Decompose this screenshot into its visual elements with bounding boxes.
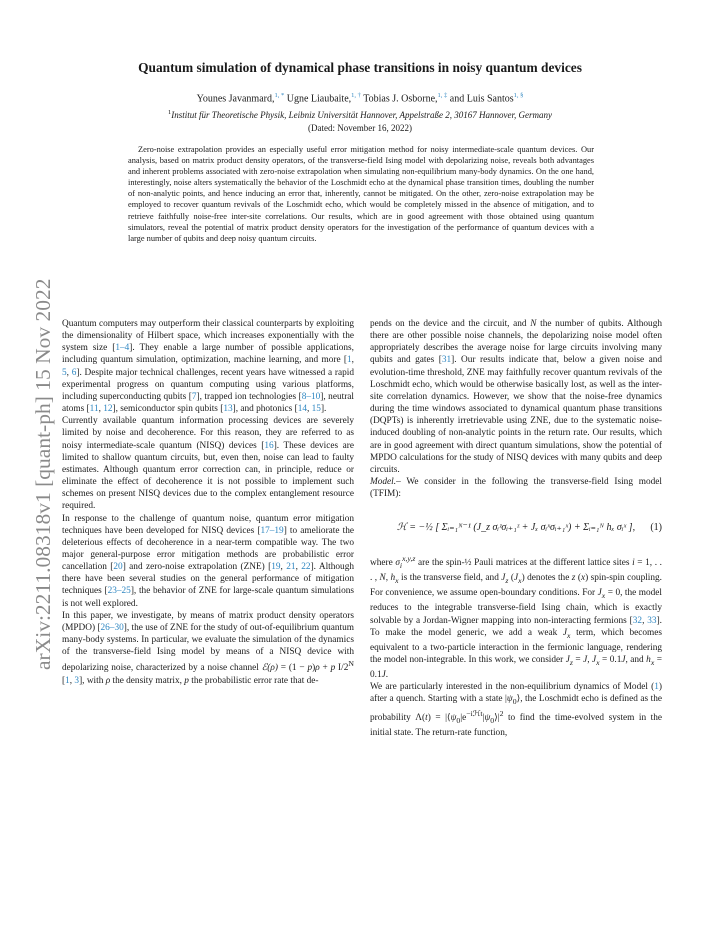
intro-paragraph-2: Currently available quantum information processing devices are severely limited by noise and decoherence. For this reason, they are referred to as noisy intermediate-scale quantum (NISQ) devices [16]. These devices are limited to shallow quantum circuits, but, even then, noise can lead to faulty estimates. Although quantum error correction can, in principle, reduce or eliminate the effect of decoherence it is not possible to implement such schemes on present NISQ devices due to the complex entanglement resource required. (62, 416, 354, 512)
model-paragraph: Model.– We consider in the following the transverse-field Ising model (TFIM): (370, 477, 662, 500)
equation-number: (1) (650, 522, 662, 534)
model-description: where $\sigma_i^{x,y,z}$ are the spin-½ Pauli matrices at the different lattice sites i = 1, . . . , N, $h_x$ is the transverse field, and $J_z$ $(J_x)$ denotes the z (x) spin-spin coupling. For convenience, we assume open-boundary conditions. For $J_x = 0$, the model reduces to the integrable transverse-field Ising chain, which is exactly solvable by a Jordan-Wigner mapping into non-interacting fermions [32, 33]. To make the model generic, we add a weak $J_x$ term, which becomes equivalent to a two-particle interaction in the fermionic language, rendering the model non-integrable. In this work, we consider $J_z = J$, $J_x = 0.1J$, and $h_x = 0.1J$. (370, 554, 663, 680)
author-list: Younes Javanmard,$^{1, *}$ Ugne Liaubaite,$^{1, \dagger}$ Tobias J. Osborne,$^{1, \ddagger}$ and Luis Santos$^{1, \S}$ (196, 92, 524, 105)
intro-paragraph-4: In this paper, we investigate, by means of matrix product density operators (MPDO) [26–30], the use of ZNE for the study of out-of-equilibrium quantum many-body systems. In particular, we evaluate the simulation of the dynamics of the transverse-field Ising model by means of a NISQ device with depolarizing noise, characterized by a noise channel ℰ(ρ) = (1 − p)ρ + p $I/2^N$ [1, 3], with ρ the density matrix, p the probabilistic error rate that de- (62, 610, 354, 686)
arxiv-stamp-text: arXiv:2211.08318v1 [quant-ph] 15 Nov 2022 (31, 278, 55, 670)
arxiv-stamp (8, 230, 68, 670)
right-column (370, 318, 662, 740)
abstract: Zero-noise extrapolation provides an especially useful error mitigation method for noisy intermediate-scale quantum devices. Our analysis, based on matrix product density operators, of the transverse-field Ising model with depolarizing noise, reveals both advantages and inherent problems associated with zero-noise extrapolation when simulating non-equilibrium many-body dynamics. On the one hand, interestingly, noise alters systematically the behavior of the Loschmidt echo at the dynamical phase transition times, doubling the number of non-analytic points, and hence inducing an error that, inherently, cannot be mitigated. On the other, zero-noise extrapolation may be employed to recover quantum revivals of the Loschmidt echo, which would be completely missed in the absence of mitigation, and to retrieve faithfully noise-free inter-site correlations. Our results, which are in good agreement with those obtained using quantum simulators, reveal the potential of matrix product density operators for the investigation of the performance of quantum devices with a large number of qubits and deep noisy quantum circuits. (128, 145, 594, 243)
equation-body: ℋ = −½ [ Σᵢ₌₁ᴺ⁻¹ (J_z σᵢᶻσᵢ₊₁ᶻ + Jₓ σᵢˣσᵢ₊₁ˣ) + Σᵢ₌₁ᴺ hₓ σᵢˣ ], (396, 522, 636, 534)
intro-paragraph-1: Quantum computers may outperform their classical counterparts by exploiting the dimensionality of Hilbert space, which increases exponentially with the system size [1–4]. They enable a large number of possible applications, including quantum simulation, optimization, machine learning, and more [1, 5, 6]. Despite major technical challenges, recent years have witnessed a rapid experimental progress on quantum computing using various platforms, including superconducting qubits [7], trapped ion technologies [8–10], neutral atoms [11, 12], semiconductor spin qubits [13], and photonics [14, 15]. (62, 319, 355, 415)
intro-paragraph-3: In response to the challenge of quantum noise, quantum error mitigation techniques have been developed for NISQ devices [17–19] to ameliorate the deleterious effects of decoherence in a near-term compatible way. The two major general-purpose error mitigation methods are probabilistic error cancellation [20] and zero-noise extrapolation (ZNE) [19, 21, 22]. Although there have been several studies on the general performance of mitigation techniques [23–25], the behavior of ZNE for large-scale quantum simulations is not well explored. (62, 513, 354, 609)
paper-title: Quantum simulation of dynamical phase transitions in noisy quantum devices (138, 60, 582, 75)
left-column (62, 318, 354, 687)
equation-1 (370, 513, 662, 543)
right-paragraph-1: pends on the device and the circuit, and N the number of qubits. Although there are other possible noise channels, the depolarizing noise model often appropriately describes the average noise for large circuits involving many qubits and gates [31]. Our results indicate that, below a given noise and evolution-time threshold, ZNE may faithfully recover quantum revivals of the Loschmidt echo, which would be otherwise basically lost, as well as the inter-site correlation dynamics. However, we show that the noise-free dynamics during the time windows associated to dynamical quantum phase transitions (DQPTs) is inherently irretrievable using ZNE, due to the systematic noise-induced doubling of non-analytic points in the return rate. Our results, which are in good agreement with direct quantum simulations, show the potential of MPDO calculations for the study of NISQ devices with many qubits and deep circuits. (370, 319, 662, 475)
loschmidt-paragraph: We are particularly interested in the non-equilibrium dynamics of Model (1) after a quench. Starting with a state $|\psi_0⟩$, the Loschmidt echo is defined as the probability $\Lambda(t) = |⟨\psi_0|e^{-iℋt}|\psi_0⟩|^2$ to find the time-evolved system in the initial state. The return-rate function, (370, 682, 662, 739)
affiliation: $^1$Institut für Theoretische Physik, Leibniz Universität Hannover, Appelstraße 2, 30167 Hannover, Germany (168, 109, 552, 120)
dated-line: (Dated: November 16, 2022) (308, 123, 412, 133)
